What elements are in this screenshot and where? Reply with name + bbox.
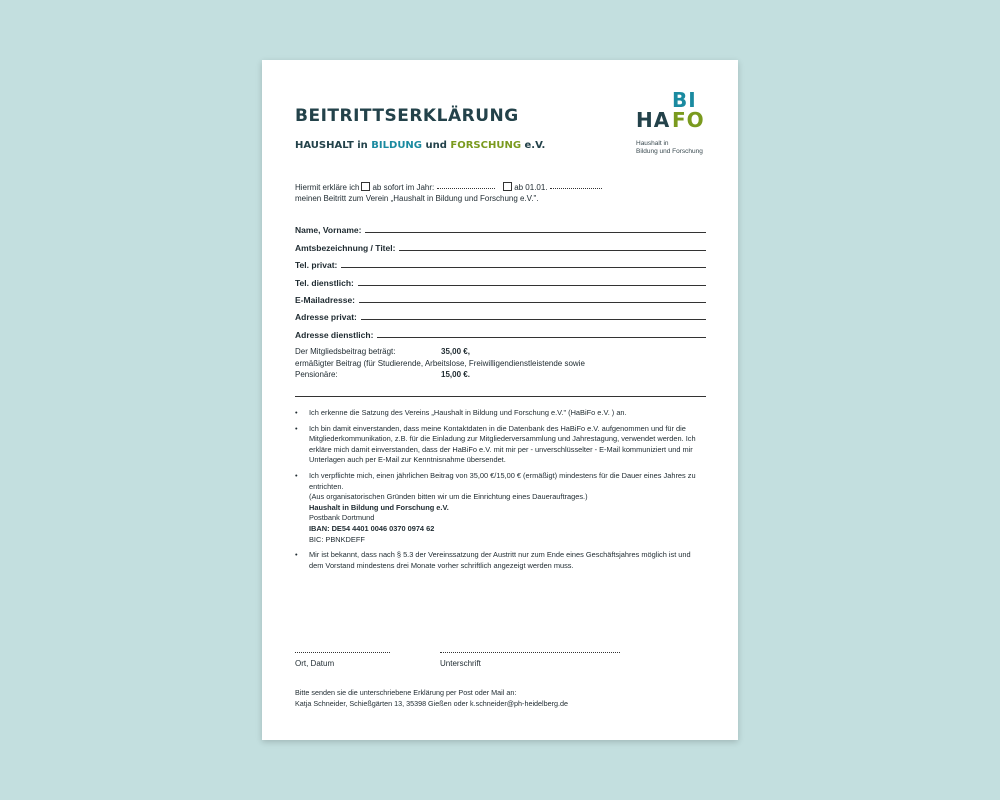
declaration-list [295,408,705,576]
field-line[interactable] [365,232,706,233]
field-line[interactable] [377,337,706,338]
logo-ha: HA [636,108,671,132]
org-part-1: HAUSHALT in [295,140,368,151]
logo-caption-line2: Bildung und Forschung [636,148,703,155]
list-item [295,408,705,419]
org-part-2: BILDUNG [371,140,423,151]
habifo-logo [636,88,726,156]
intro-text [295,182,602,204]
fee-reduced-text: ermäßigter Beitrag (für Studierende, Arbeitslose, Freiwilligendienstleistende sowie [295,358,585,368]
field-line[interactable] [399,250,706,251]
field-address-work [295,322,706,339]
payment-text: • Ich verpflichte mich, einen jährlichen Beitrag von 35,00 €/15,00 € (ermäßigt) mindestens für die Dauer eines Jahres zu entrichten. [309,470,696,491]
intro-text-b: ab sofort im Jahr: [372,183,435,192]
field-label: Tel. dienstlich: [295,277,354,288]
field-email [295,288,706,305]
field-label: Name, Vorname: [295,225,362,236]
org-part-3: und [425,140,447,151]
field-line[interactable] [358,285,706,286]
intro-line2: meinen Beitritt zum Verein „Haushalt in Bildung und Forschung e.V.". [295,194,539,203]
date-blank[interactable] [550,188,602,189]
place-date-line[interactable] [295,652,390,653]
fee-reduced-label: Pensionäre: [295,370,338,379]
fee-value: 35,00 €, [441,347,470,356]
logo-letters [636,88,726,138]
bank-institute: Postbank Dortmund [309,513,375,523]
intro-text-c: ab 01.01. [514,183,548,192]
field-label: Tel. privat: [295,260,338,271]
field-line[interactable] [359,302,706,303]
field-title [295,235,706,252]
logo-caption [636,140,726,156]
checkbox-immediately[interactable] [361,182,370,191]
consent-text: Ich bin damit einverstanden, dass meine Kontaktdaten in die Datenbank des HaBiFo e.V. aufgenommen und für die Mitgliederkommunikation, z.B. für die Einladung zur Mitgliederversammlung und Jahrestagung, verwendet werden. Ich erkläre mich damit einverstanden, dass der HaBiFo e.V. mit mir per - unverschlüsselter - E-Mail kommuniziert und mir Unterlagen auch per E-Mail zur Kenntnisnahme übersendet. [309,423,696,465]
bank-account-name: Haushalt in Bildung und Forschung e.V. [309,502,449,512]
footer-line2: Katja Schneider, Schießgärten 13, 35398 Gießen oder k.schneider@ph-heidelberg.de [295,699,569,708]
organization-subtitle [295,140,545,151]
intro-text-a: Hiermit erkläre ich [295,183,360,192]
form-sheet [262,60,738,740]
divider [295,396,706,397]
signature-block [440,652,620,668]
field-label: Adresse privat: [295,312,357,323]
field-phone-work [295,270,706,287]
logo-bi: BI [672,88,697,112]
fee-label: Der Mitgliedsbeitrag beträgt: [295,347,396,356]
year-blank[interactable] [437,188,495,189]
footer-line1: Bitte senden sie die unterschriebene Erklärung per Post oder Mail an: [295,688,517,697]
field-line[interactable] [341,267,706,268]
field-line[interactable] [361,319,706,320]
field-label: E-Mailadresse: [295,294,355,305]
footer-note [295,687,715,709]
list-item [295,550,705,571]
field-address-private [295,305,706,322]
termination-text: Mir ist bekannt, dass nach § 5.3 der Vereinssatzung der Austritt nur zum Ende eines Geschäftsjahres möglich ist und dem Vorstand mindestens drei Monate vorher schriftlich angezeigt werden muss. [309,550,691,570]
checkbox-from-date[interactable] [503,182,512,191]
field-label: Adresse dienstlich: [295,329,374,340]
payment-note: (Aus organisatorischen Gründen bitten wir um die Einrichtung eines Dauerauftrages.) [309,492,588,502]
membership-fee [295,346,715,381]
field-phone-private [295,253,706,270]
signature-label: Unterschrift [440,659,481,668]
place-date-label: Ort, Datum [295,659,335,668]
fee-reduced-value: 15,00 €. [441,370,470,379]
org-part-5: e.V. [524,140,546,151]
logo-caption-line1: Haushalt in [636,140,669,147]
bic: BIC: PBNKDEFF [309,534,365,544]
form-title: BEITRITTSERKLÄRUNG [295,106,519,126]
place-date-signature [295,652,390,668]
list-item [295,424,705,466]
list-item [295,471,705,545]
iban: IBAN: DE54 4401 0046 0370 0974 62 [309,523,435,533]
field-label: Amtsbezeichnung / Titel: [295,242,396,253]
logo-fo: FO [672,108,705,132]
field-name [295,218,706,235]
member-fields [295,218,706,340]
signature-line[interactable] [440,652,620,653]
statute-text: Ich erkenne die Satzung des Vereins „Haushalt in Bildung und Forschung e.V." (HaBiFo e.V. ) an. [309,408,627,417]
org-part-4: FORSCHUNG [450,140,522,151]
